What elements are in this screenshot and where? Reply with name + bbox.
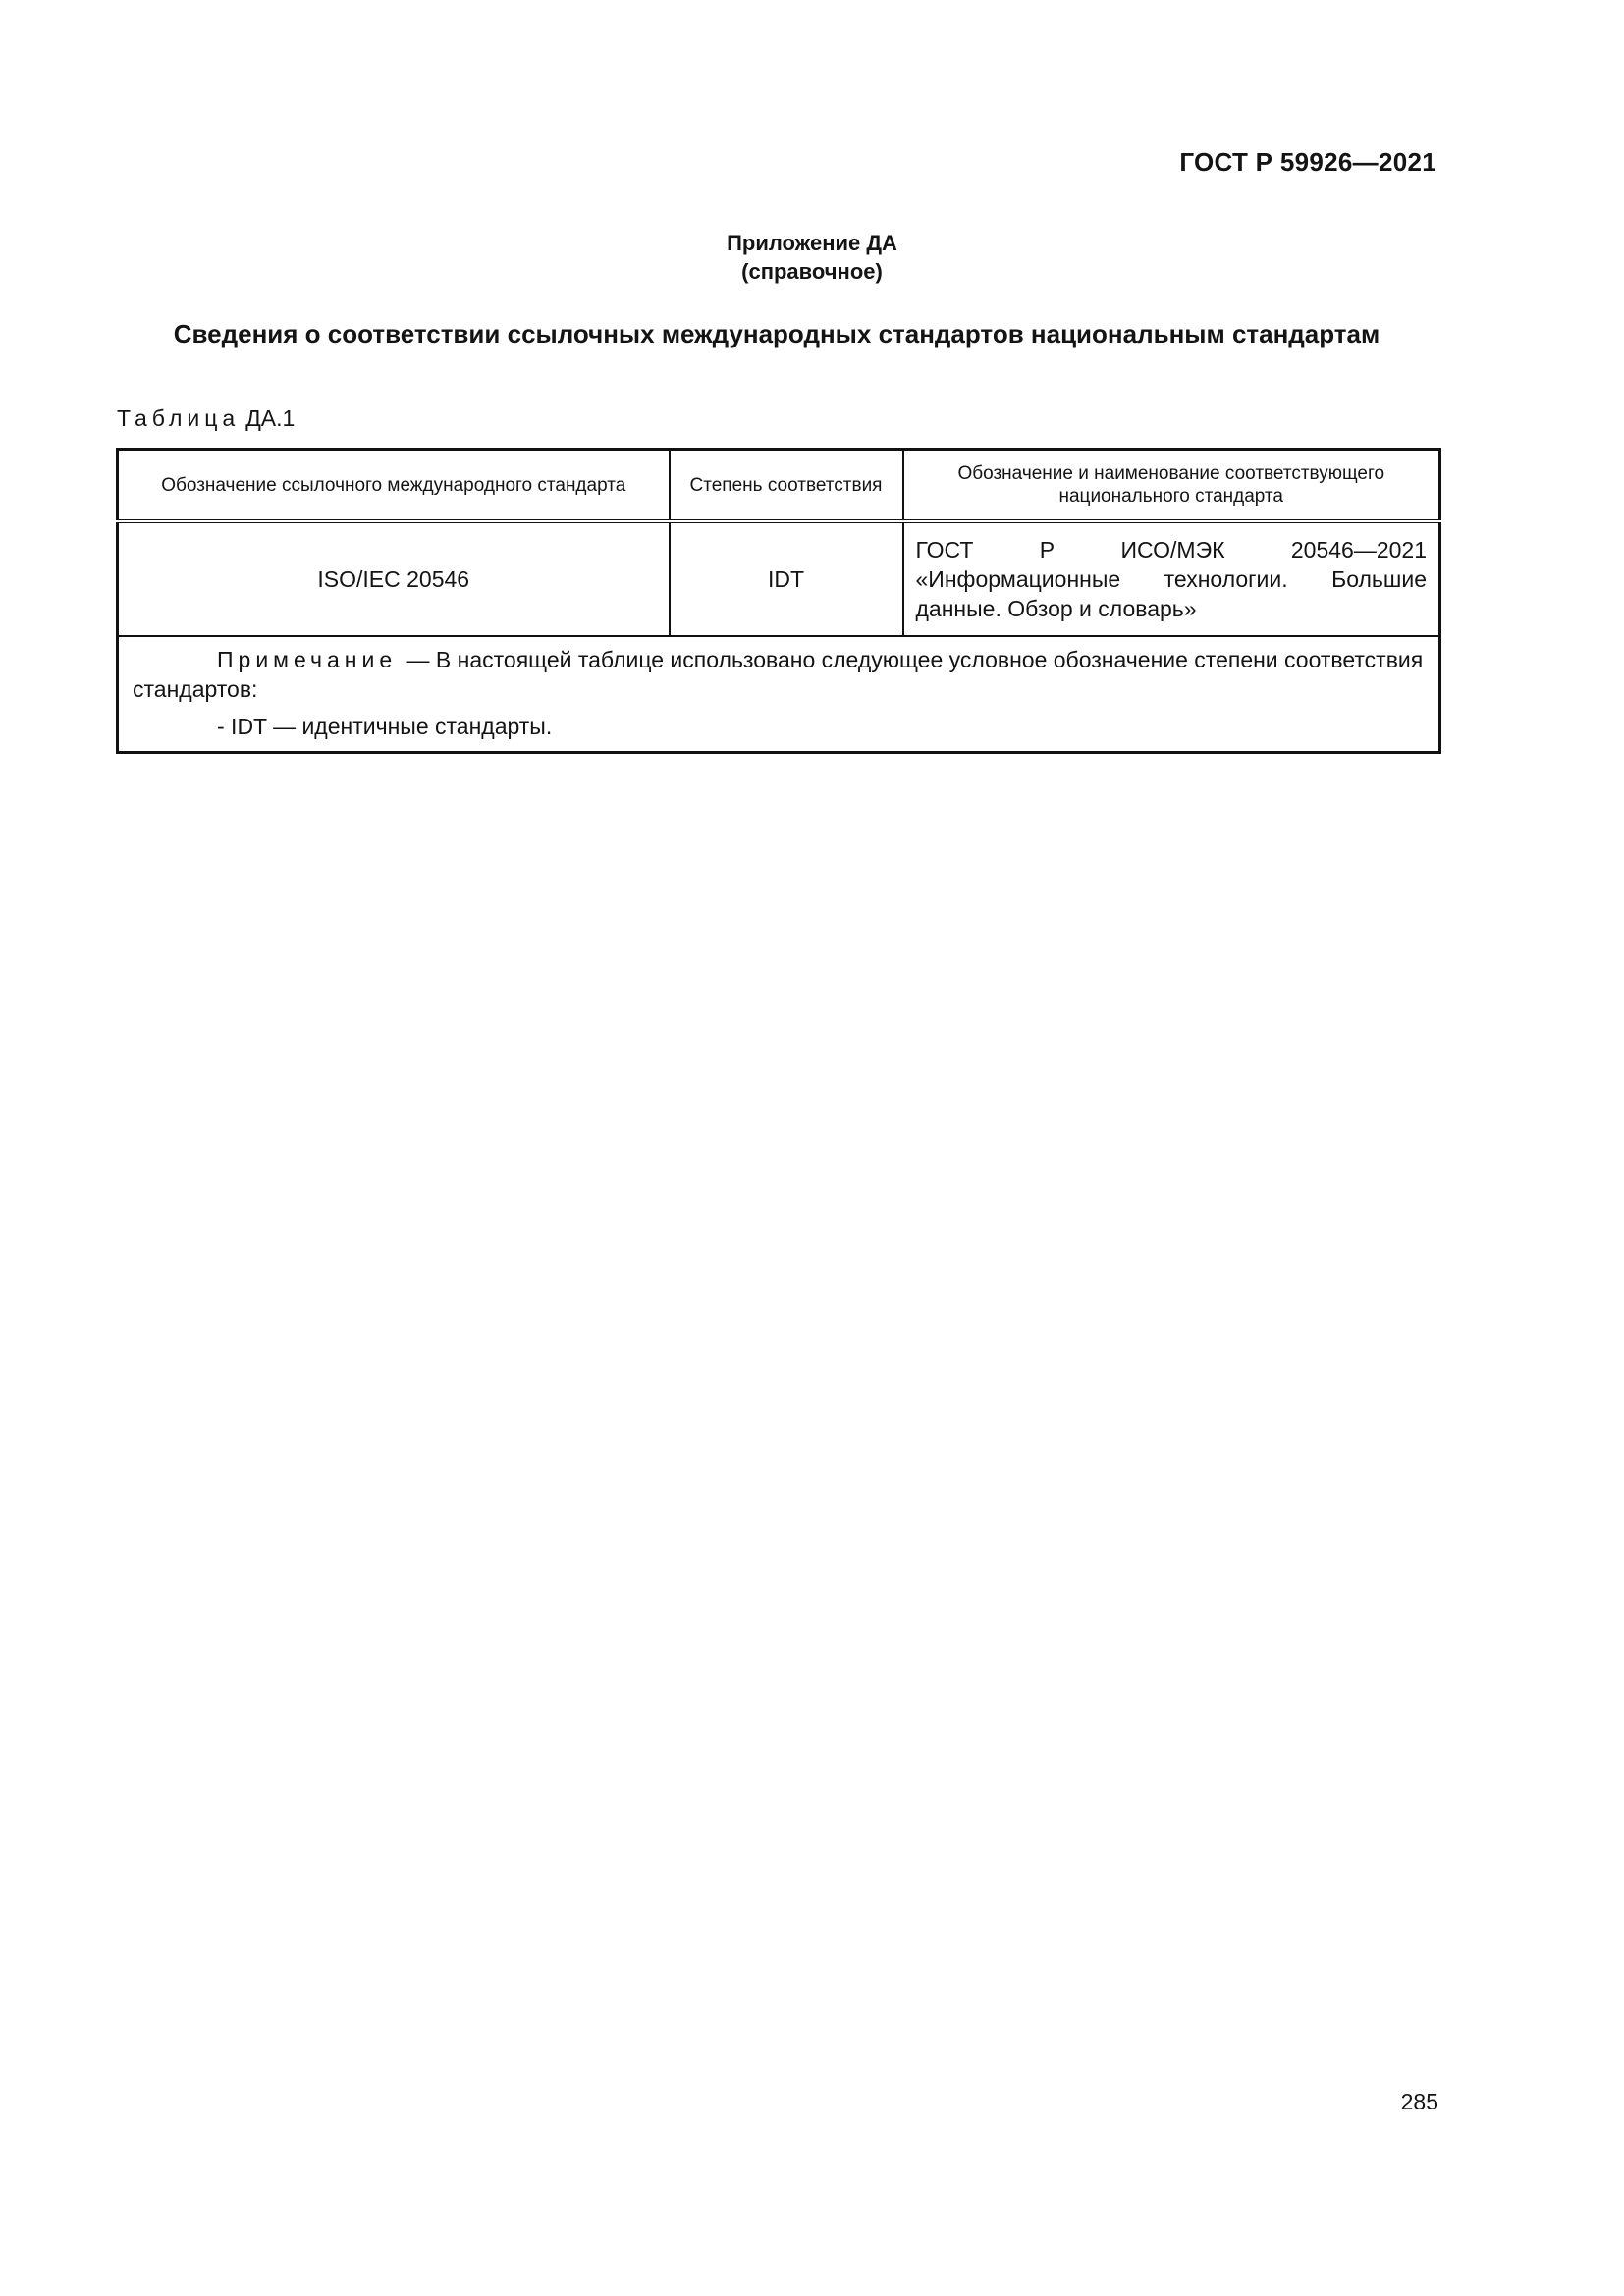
cell-degree: IDT: [670, 521, 903, 636]
cell-national-standard: [903, 521, 1440, 636]
column-header-intl-standard: Обозначение ссылочного международного стандарта: [118, 450, 670, 522]
column-header-national-standard: Обозначение и наименование соответствующего национального стандарта: [903, 450, 1440, 522]
table-header-row: [118, 450, 1440, 522]
table-caption-id: ДА.1: [245, 405, 296, 431]
table-note-row: [118, 636, 1440, 753]
table-row: [118, 521, 1440, 636]
national-standard-text: ГОСТ Р ИСО/МЭК 20546—2021 «Информационные технологии. Большие данные. Обзор и словарь»: [915, 537, 1427, 621]
note-paragraph: [133, 645, 1425, 704]
note-text: — В настоящей таблице использовано следующее условное обозначение степени соответствия стандартов:: [133, 647, 1424, 702]
note-item: - IDT — идентичные стандарты.: [217, 714, 553, 739]
cell-intl-standard: ISO/IEC 20546: [118, 521, 670, 636]
annex-title-block: [0, 229, 1624, 286]
annex-heading: Сведения о соответствии ссылочных международных стандартов национальным стандартам: [173, 319, 1380, 348]
document-code: ГОСТ Р 59926—2021: [1179, 147, 1436, 177]
table-caption-word: Таблица: [117, 405, 241, 431]
column-header-degree: Степень соответствия: [670, 450, 903, 522]
annex-subtitle: (справочное): [741, 259, 883, 284]
table-caption: [117, 405, 295, 432]
table-note: [118, 636, 1440, 753]
standards-correspondence-table: [116, 448, 1441, 754]
annex-title: Приложение ДА: [727, 231, 897, 255]
note-label: Примечание: [217, 647, 398, 672]
page-number: 285: [1400, 2089, 1438, 2114]
